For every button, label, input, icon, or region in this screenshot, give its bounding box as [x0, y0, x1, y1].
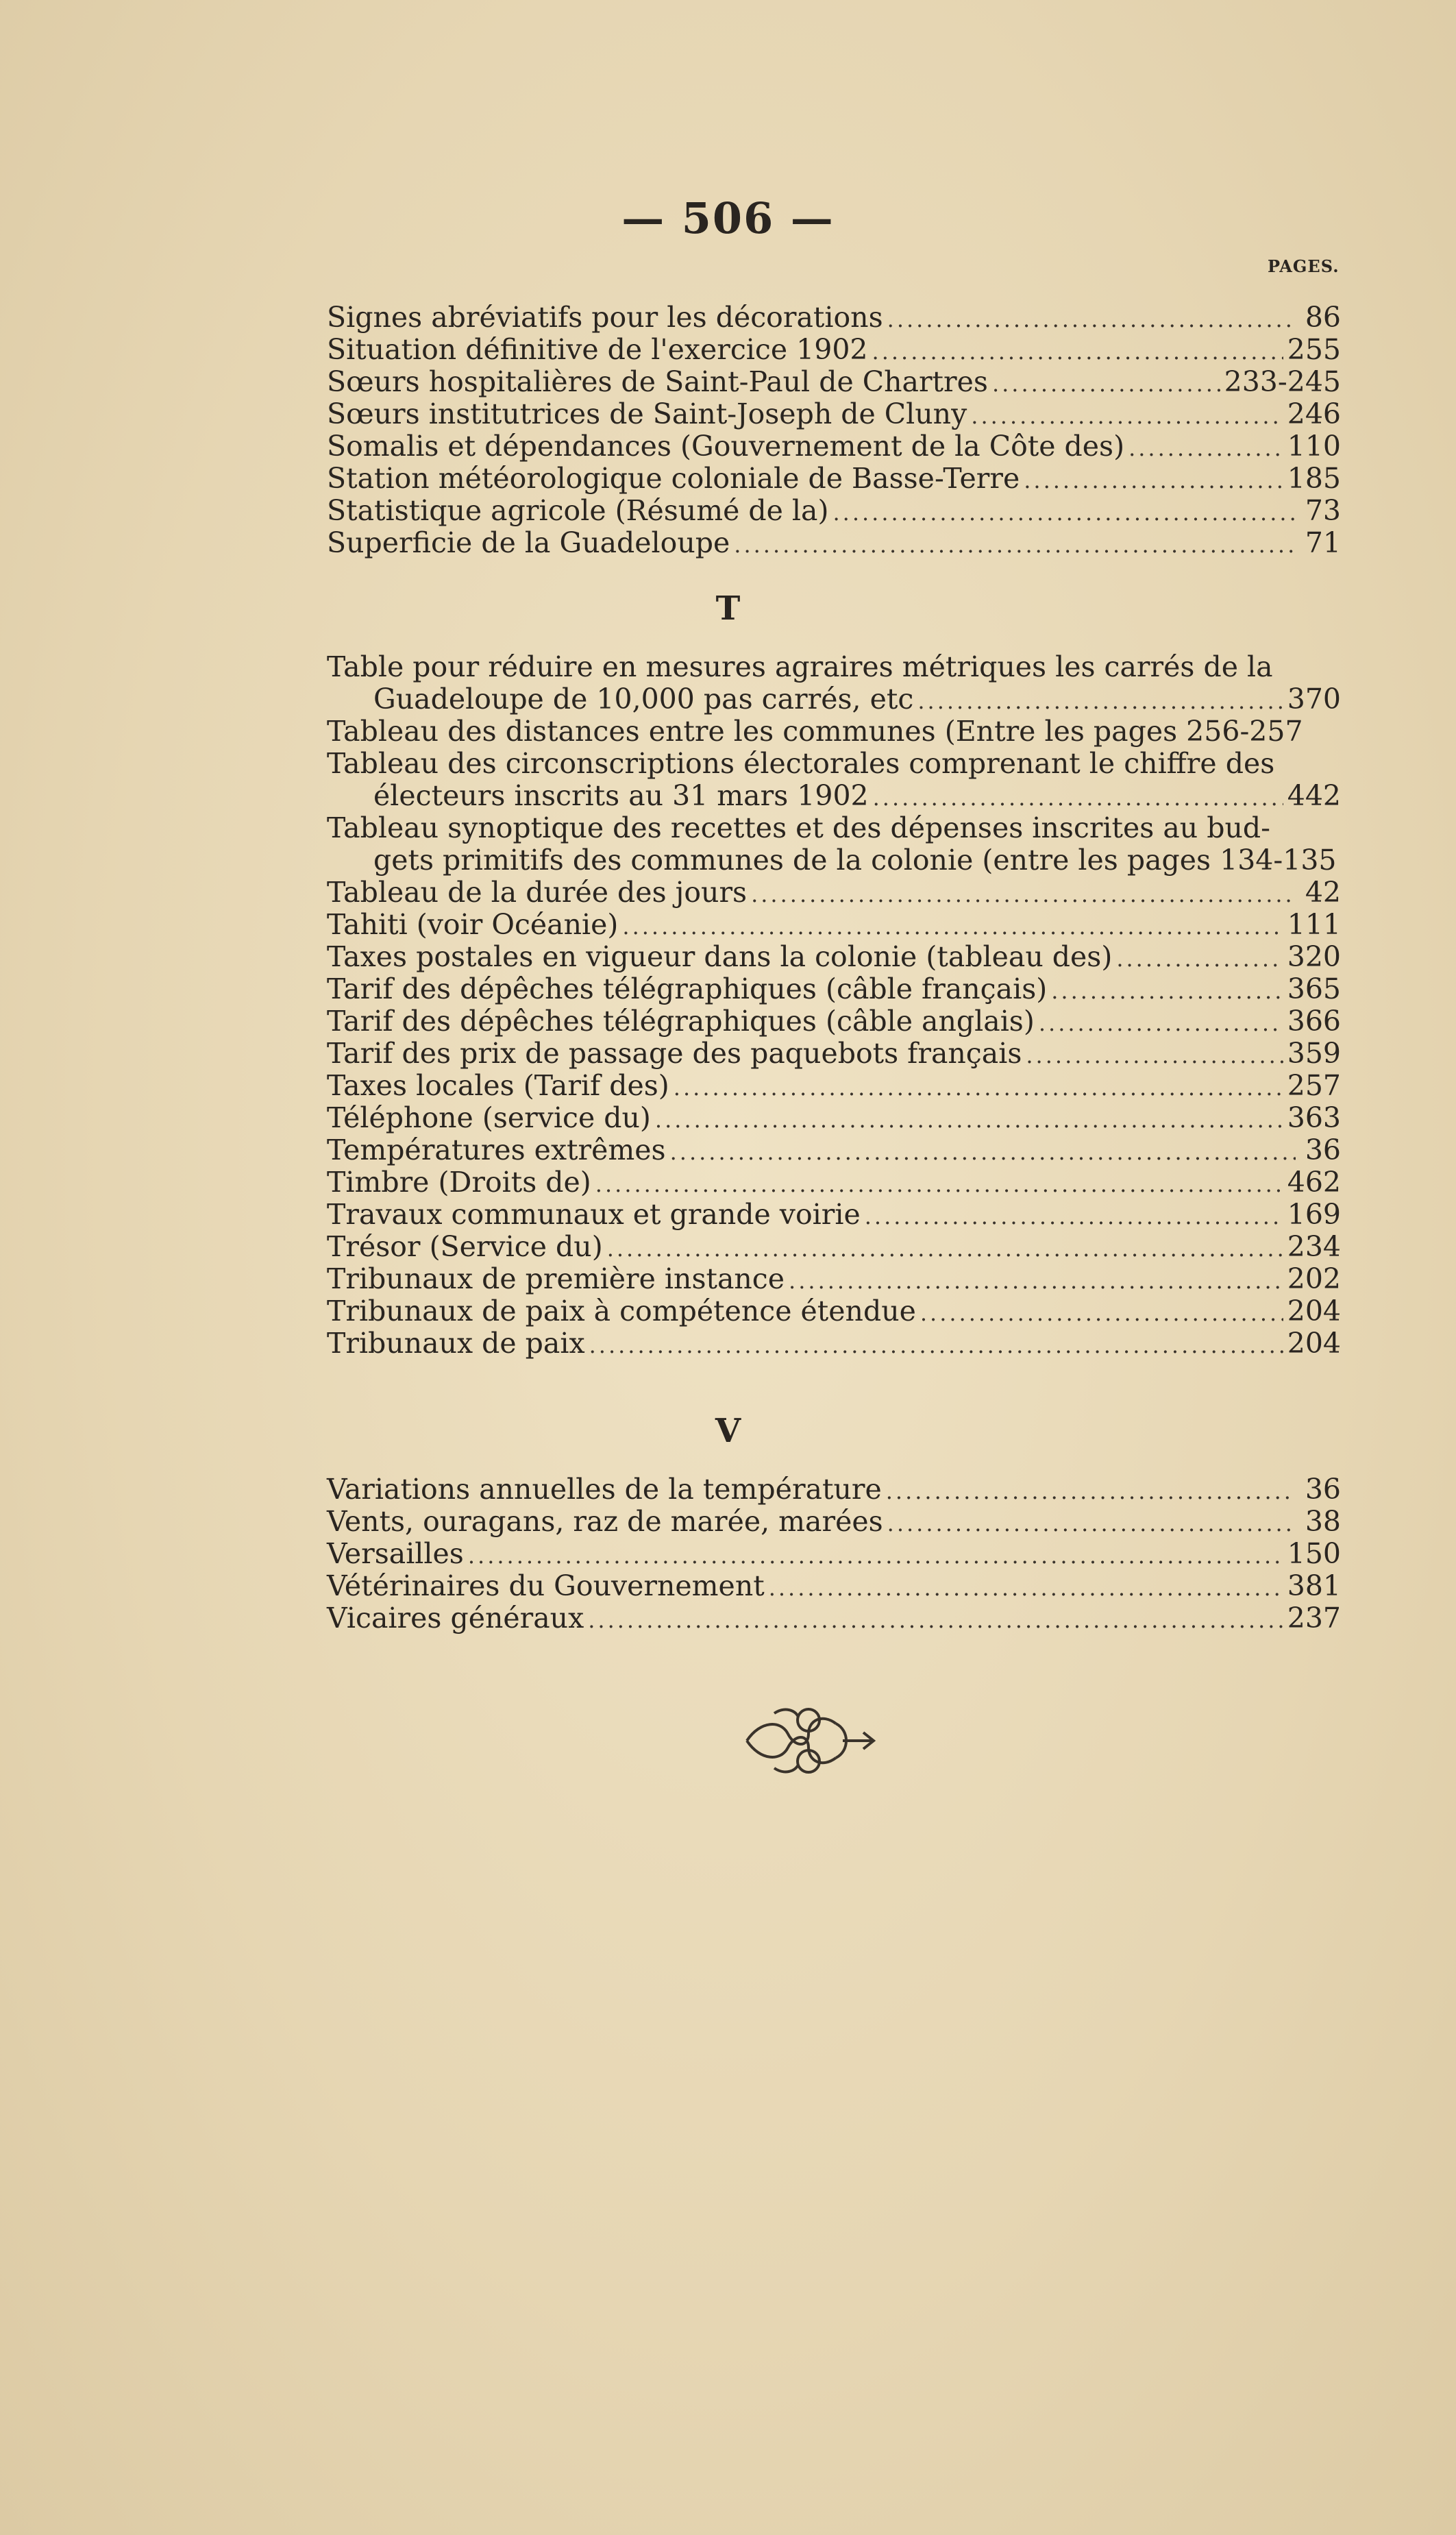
- leader-dots: [1116, 943, 1283, 975]
- entry-page: 36: [1305, 1473, 1341, 1506]
- leader-dots: [655, 1104, 1283, 1136]
- entry-text: Tribunaux de paix: [327, 1327, 585, 1360]
- entry-text: Tarif des dépêches télégraphiques (câble français): [327, 972, 1048, 1005]
- index-entry: [327, 748, 1341, 780]
- leader-dots: [734, 529, 1296, 561]
- index-entry: [327, 1295, 1341, 1327]
- entry-page: 255: [1287, 333, 1341, 366]
- entry-page: 257: [1287, 1069, 1341, 1102]
- section-letter-t: T: [715, 589, 741, 628]
- entry-text: Vétérinaires du Gouvernement: [327, 1569, 765, 1602]
- index-entry: [327, 1005, 1341, 1038]
- entry-text: Sœurs hospitalières de Saint-Paul de Chartres: [327, 365, 988, 398]
- entry-page: 234: [1287, 1230, 1341, 1263]
- entry-page: 237: [1287, 1602, 1341, 1634]
- leader-dots: [887, 1508, 1296, 1540]
- entry-text: Tableau synoptique des recettes et des dépenses inscrites au bud-: [327, 811, 1270, 844]
- entry-page: 233-245: [1224, 365, 1341, 398]
- index-entry: [327, 430, 1341, 463]
- index-entry: [327, 973, 1341, 1005]
- entry-text: Tribunaux de première instance: [327, 1262, 785, 1295]
- floral-ornament-icon: [733, 1693, 884, 1789]
- entry-page: 381: [1287, 1569, 1341, 1602]
- leader-dots: [872, 336, 1283, 368]
- entry-page: 38: [1305, 1505, 1341, 1538]
- leader-dots: [887, 304, 1296, 336]
- index-entry: [327, 302, 1341, 334]
- entry-page: 73: [1305, 494, 1341, 527]
- index-entry: [327, 1038, 1341, 1070]
- index-entry: [327, 463, 1341, 495]
- entry-text: Tarif des prix de passage des paquebots français: [327, 1037, 1022, 1070]
- entry-text: Tableau des distances entre les communes (Entre les pages 256-257: [327, 715, 1303, 748]
- index-entry: [327, 495, 1341, 527]
- entry-page: 204: [1287, 1327, 1341, 1360]
- leader-dots: [769, 1572, 1283, 1604]
- leader-dots: [589, 1330, 1283, 1362]
- entry-page: 204: [1287, 1295, 1341, 1327]
- leader-dots: [886, 1475, 1296, 1508]
- entry-page: 370: [1287, 683, 1341, 715]
- leader-dots: [1026, 1040, 1283, 1072]
- leader-dots: [468, 1540, 1283, 1572]
- entry-page: 320: [1287, 940, 1341, 973]
- entry-text: Guadeloupe de 10,000 pas carrés, etc: [373, 683, 914, 715]
- leader-dots: [595, 1168, 1283, 1201]
- index-entry: [327, 1602, 1341, 1634]
- index-entry: [327, 1070, 1341, 1102]
- entry-page: 462: [1287, 1166, 1341, 1199]
- index-entry: [327, 527, 1341, 559]
- index-entry: [327, 1570, 1341, 1602]
- index-entry: [327, 909, 1341, 941]
- entry-text: Timbre (Droits de): [327, 1166, 591, 1199]
- index-entry: [327, 1166, 1341, 1199]
- entry-page: 359: [1287, 1037, 1341, 1070]
- entry-text: Tarif des dépêches télégraphiques (câble anglais): [327, 1005, 1035, 1038]
- leader-dots: [917, 685, 1283, 718]
- leader-dots: [674, 1072, 1283, 1104]
- index-entry: [327, 1327, 1341, 1360]
- index-entry: [327, 1538, 1341, 1570]
- leader-dots: [920, 1297, 1283, 1330]
- entry-page: 366: [1287, 1005, 1341, 1038]
- leader-dots: [670, 1136, 1296, 1168]
- index-entry: [327, 780, 1341, 812]
- index-entry: [327, 877, 1341, 909]
- entry-text: Situation définitive de l'exercice 1902: [327, 333, 868, 366]
- section-letter-v: V: [715, 1412, 741, 1450]
- leader-dots: [832, 497, 1296, 529]
- entry-page: 150: [1287, 1537, 1341, 1570]
- entry-text: Tribunaux de paix à compétence étendue: [327, 1295, 916, 1327]
- index-entry: [327, 1199, 1341, 1231]
- entry-text: Tableau des circonscriptions électorales comprenant le chiffre des: [327, 747, 1275, 780]
- entry-text: Taxes locales (Tarif des): [327, 1069, 669, 1102]
- entry-text: Versailles: [327, 1537, 464, 1570]
- entry-text: Tahiti (voir Océanie): [327, 908, 619, 941]
- entry-text: Variations annuelles de la température: [327, 1473, 882, 1506]
- entry-page: 111: [1287, 908, 1341, 941]
- entry-text: Téléphone (service du): [327, 1101, 651, 1134]
- entry-text: Tableau de la durée des jours: [327, 876, 748, 909]
- entry-text: Station météorologique coloniale de Basse-Terre: [327, 462, 1020, 495]
- leader-dots: [751, 879, 1296, 911]
- leader-dots: [789, 1265, 1283, 1297]
- leader-dots: [1051, 975, 1283, 1007]
- index-entry: [327, 366, 1341, 398]
- entry-text: Table pour réduire en mesures agraires métriques les carrés de la: [327, 650, 1273, 683]
- index-entry: [327, 844, 1341, 877]
- index-entry: [327, 683, 1341, 715]
- index-entry: [327, 1102, 1341, 1134]
- entry-text: Vicaires généraux: [327, 1602, 584, 1634]
- index-entry: [327, 334, 1341, 366]
- index-entry: [327, 812, 1341, 844]
- entry-text: Signes abréviatifs pour les décorations: [327, 301, 883, 334]
- entry-text: Sœurs institutrices de Saint-Joseph de Cluny: [327, 397, 967, 430]
- entry-text: Superficie de la Guadeloupe: [327, 526, 730, 559]
- page-number: — 506 —: [621, 193, 835, 243]
- index-section-t: [327, 651, 1341, 1360]
- index-section-v: [327, 1473, 1341, 1634]
- entry-page: 363: [1287, 1101, 1341, 1134]
- leader-dots: [607, 1233, 1283, 1265]
- leader-dots: [971, 400, 1283, 432]
- leader-dots: [622, 911, 1283, 943]
- leader-dots: [1128, 432, 1283, 465]
- entry-page: 246: [1287, 397, 1341, 430]
- leader-dots: [873, 782, 1283, 814]
- index-entry: [327, 651, 1341, 683]
- leader-dots: [1039, 1007, 1283, 1040]
- leader-dots: [1024, 465, 1283, 497]
- entry-text: Taxes postales en vigueur dans la colonie (tableau des): [327, 940, 1113, 973]
- index-entry: [327, 1134, 1341, 1166]
- entry-page: 71: [1305, 526, 1341, 559]
- index-entry: [327, 715, 1341, 748]
- entry-page: 86: [1305, 301, 1341, 334]
- entry-text: Somalis et dépendances (Gouvernement de la Côte des): [327, 430, 1125, 463]
- entry-page: 442: [1287, 779, 1341, 812]
- index-section-s: [327, 302, 1341, 559]
- entry-page: 169: [1287, 1198, 1341, 1231]
- leader-dots: [588, 1604, 1283, 1637]
- entry-text: gets primitifs des communes de la colonie (entre les pages 134-135: [373, 844, 1337, 877]
- entry-page: 36: [1305, 1134, 1341, 1166]
- entry-page: 365: [1287, 972, 1341, 1005]
- entry-text: électeurs inscrits au 31 mars 1902: [373, 779, 869, 812]
- entry-page: 42: [1305, 876, 1341, 909]
- entry-page: 110: [1287, 430, 1341, 463]
- entry-text: Travaux communaux et grande voirie: [327, 1198, 861, 1231]
- leader-dots: [865, 1201, 1283, 1233]
- entry-text: Trésor (Service du): [327, 1230, 603, 1263]
- index-entry: [327, 398, 1341, 430]
- entry-page: 185: [1287, 462, 1341, 495]
- index-entry: [327, 941, 1341, 973]
- entry-text: Températures extrêmes: [327, 1134, 666, 1166]
- index-entry: [327, 1263, 1341, 1295]
- leader-dots: [992, 368, 1220, 400]
- entry-text: Statistique agricole (Résumé de la): [327, 494, 829, 527]
- pages-column-label: PAGES.: [1268, 256, 1340, 276]
- entry-page: 202: [1287, 1262, 1341, 1295]
- entry-text: Vents, ouragans, raz de marée, marées: [327, 1505, 883, 1538]
- index-entry: [327, 1506, 1341, 1538]
- index-entry: [327, 1231, 1341, 1263]
- index-entry: [327, 1473, 1341, 1506]
